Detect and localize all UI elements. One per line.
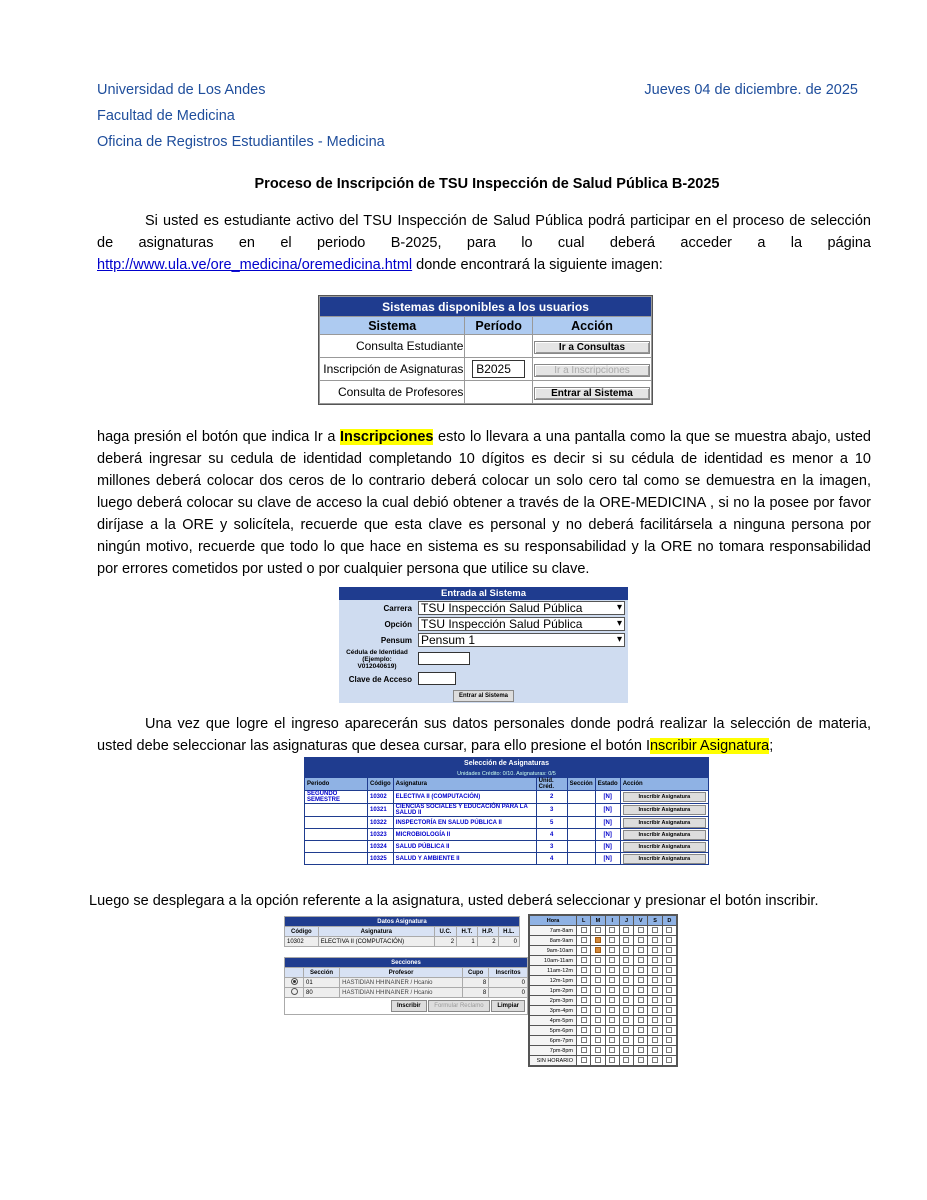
- inscribir-asignatura-button[interactable]: Inscribir Asignatura: [623, 854, 706, 864]
- codigo-cell: 10321: [368, 804, 394, 817]
- schedule-checkbox[interactable]: [581, 1007, 587, 1013]
- col-accion: Acción: [533, 317, 652, 335]
- schedule-checkbox[interactable]: [581, 1017, 587, 1023]
- uc-cell: 4: [536, 829, 567, 841]
- col-profesor: Profesor: [340, 968, 463, 978]
- document-date: Jueves 04 de diciembre. de 2025: [644, 82, 858, 98]
- schedule-row: [530, 1026, 677, 1036]
- col-asignatura: Asignatura: [318, 927, 434, 937]
- schedule-checkbox[interactable]: [638, 937, 644, 943]
- hour-label: SIN HORARIO: [530, 1056, 577, 1066]
- estado-cell: [N]: [595, 853, 620, 865]
- schedule-checkbox[interactable]: [652, 947, 658, 953]
- schedule-checkbox[interactable]: [623, 977, 629, 983]
- schedule-checkbox[interactable]: [623, 1057, 629, 1063]
- schedule-header-m: M: [591, 916, 605, 926]
- schedule-row: [530, 976, 677, 986]
- schedule-checkbox[interactable]: [595, 967, 601, 973]
- col-codigo: Código: [285, 927, 319, 937]
- schedule-header-i: I: [605, 916, 619, 926]
- inscribir-asignatura-button[interactable]: Inscribir Asignatura: [623, 805, 706, 815]
- uc-cell: 3: [536, 841, 567, 853]
- schedule-header-s: S: [648, 916, 662, 926]
- schedule-checkbox[interactable]: [623, 1007, 629, 1013]
- section-radio[interactable]: [291, 988, 298, 995]
- period-field: B2025: [472, 360, 525, 378]
- col-codigo: Código: [368, 778, 394, 791]
- inscribir-asignatura-button[interactable]: Inscribir Asignatura: [623, 830, 706, 840]
- schedule-checkbox[interactable]: [581, 967, 587, 973]
- estado-cell: [N]: [595, 829, 620, 841]
- col-asignatura: Asignatura: [393, 778, 536, 791]
- asignatura-cell: ELECTIVA II (COMPUTACIÓN): [393, 791, 536, 804]
- inscribir-button[interactable]: Inscribir: [391, 1000, 427, 1012]
- table-row: [305, 804, 709, 817]
- pensum-label: Pensum: [339, 632, 415, 648]
- asignatura-cell: ELECTIVA II (COMPUTACIÓN): [318, 937, 434, 947]
- schedule-checkbox[interactable]: [609, 937, 615, 943]
- schedule-checkbox[interactable]: [652, 957, 658, 963]
- periodo-cell: SEGUNDO SEMESTRE: [305, 791, 368, 804]
- faculty-name: Facultad de Medicina: [97, 108, 235, 124]
- col-hp: H.P.: [477, 927, 498, 937]
- asignatura-cell: CIENCIAS SOCIALES Y EDUCACIÓN PARA LA SALUD II: [393, 804, 536, 817]
- schedule-checkbox[interactable]: [609, 957, 615, 963]
- sections-caption: Secciones: [285, 958, 528, 968]
- schedule-checkbox[interactable]: [623, 987, 629, 993]
- table-row: [305, 817, 709, 829]
- schedule-checkbox[interactable]: [623, 1027, 629, 1033]
- schedule-checkbox[interactable]: [595, 977, 601, 983]
- schedule-checkbox[interactable]: [638, 997, 644, 1003]
- schedule-checkbox[interactable]: [595, 1007, 601, 1013]
- enter-system-button[interactable]: Entrar al Sistema: [534, 387, 650, 400]
- codigo-cell: 10302: [285, 937, 319, 947]
- schedule-checkbox[interactable]: [581, 997, 587, 1003]
- pensum-select[interactable]: Pensum 1 ▾: [418, 633, 625, 647]
- system-name: Consulta de Profesores: [320, 381, 465, 404]
- col-hl: H.L.: [498, 927, 519, 937]
- schedule-checkbox[interactable]: [638, 1057, 644, 1063]
- schedule-checkbox[interactable]: [609, 947, 615, 953]
- hour-label: 2pm-3pm: [530, 996, 577, 1006]
- schedule-checkbox[interactable]: [666, 1017, 672, 1023]
- codigo-cell: 10302: [368, 791, 394, 804]
- system-period: [465, 335, 533, 358]
- codigo-cell: 10323: [368, 829, 394, 841]
- schedule-checkbox[interactable]: [652, 997, 658, 1003]
- schedule-checkbox[interactable]: [581, 1037, 587, 1043]
- schedule-checkbox[interactable]: [666, 977, 672, 983]
- hp-cell: 2: [477, 937, 498, 947]
- schedule-checkbox[interactable]: [652, 1017, 658, 1023]
- schedule-checkbox[interactable]: [595, 937, 601, 943]
- schedule-checkbox[interactable]: [652, 937, 658, 943]
- schedule-checkbox[interactable]: [638, 1037, 644, 1043]
- schedule-row: [530, 1046, 677, 1056]
- schedule-checkbox[interactable]: [638, 1017, 644, 1023]
- schedule-checkbox[interactable]: [666, 957, 672, 963]
- schedule-checkbox[interactable]: [595, 1017, 601, 1023]
- schedule-checkbox[interactable]: [595, 1047, 601, 1053]
- hour-label: 12m-1pm: [530, 976, 577, 986]
- profesor-cell: HASTIDIAN HHINAINER / Hcanio: [340, 988, 463, 998]
- col-periodo: Periodo: [305, 778, 368, 791]
- paragraph-intro: Si usted es estudiante activo del TSU Inspección de Salud Pública podrá participar en el proceso de selección de asignaturas en el periodo B-2025, para lo cual deberá acceder a la página http://www.ula.ve/ore_medicina/oremedicina.html donde encontrará la siguiente imagen:: [97, 213, 871, 273]
- paragraph-instructions: haga presión el botón que indica Ir a Inscripciones esto lo llevara a una pantalla como la que se muestra abajo, usted deberá ingresar su cedula de identidad completando 10 dígitos es decir si su cédula de identidad es menor a 10 millones deberá colocar dos ceros de lo contrario deberá colocar un solo cero tal como se demuestra en la imagen, luego deberá colocar su clave de acceso la cual debió obtener a través de la ORE-MEDICINA , si no la posee por favor diríjase a la ORE y solicítela, recuerde que esta clave es personal y no deberá facilitársela a ninguna persona por ningún motivo, recuerde que todo lo que hace en sistema es su responsabilidad y la ORE no tomara responsabilidad por errores cometidos por usted o por cualquier persona que utilice su clave.: [97, 429, 871, 577]
- systems-table-image: [318, 295, 653, 405]
- schedule-checkbox[interactable]: [609, 997, 615, 1003]
- col-cupo: Cupo: [463, 968, 489, 978]
- hour-label: 9am-10am: [530, 946, 577, 956]
- uc-cell: 5: [536, 817, 567, 829]
- inscripciones-button[interactable]: Ir a Inscripciones: [534, 364, 650, 377]
- table-row: [305, 791, 709, 804]
- schedule-checkbox[interactable]: [652, 967, 658, 973]
- ht-cell: 1: [457, 937, 478, 947]
- schedule-checkbox[interactable]: [609, 1057, 615, 1063]
- schedule-row: [530, 946, 677, 956]
- seccion-cell: 01: [304, 978, 340, 988]
- schedule-checkbox[interactable]: [666, 987, 672, 993]
- schedule-checkbox[interactable]: [595, 1037, 601, 1043]
- codigo-cell: 10325: [368, 853, 394, 865]
- col-periodo: Período: [465, 317, 533, 335]
- schedule-row: [530, 1036, 677, 1046]
- seccion-cell: [567, 791, 595, 804]
- cedula-label: Cédula de Identidad (Ejemplo: V012040619): [339, 648, 415, 671]
- schedule-checkbox[interactable]: [666, 927, 672, 933]
- schedule-checkbox[interactable]: [595, 957, 601, 963]
- schedule-checkbox[interactable]: [638, 1027, 644, 1033]
- schedule-checkbox[interactable]: [581, 1027, 587, 1033]
- schedule-checkbox[interactable]: [581, 957, 587, 963]
- schedule-checkbox[interactable]: [609, 967, 615, 973]
- subject-caption: Datos Asignatura: [285, 917, 520, 927]
- schedule-checkbox[interactable]: [623, 997, 629, 1003]
- system-period: [465, 381, 533, 404]
- schedule-checkbox[interactable]: [581, 927, 587, 933]
- schedule-checkbox[interactable]: [652, 1007, 658, 1013]
- subject-data-image: [284, 916, 525, 1015]
- schedule-row: [530, 1056, 677, 1066]
- inscribir-asignatura-button[interactable]: Inscribir Asignatura: [623, 818, 706, 828]
- schedule-checkbox[interactable]: [581, 1057, 587, 1063]
- hour-label: 3pm-4pm: [530, 1006, 577, 1016]
- opcion-label: Opción: [339, 616, 415, 632]
- schedule-checkbox[interactable]: [609, 1047, 615, 1053]
- uc-cell: 2: [536, 791, 567, 804]
- asignatura-cell: SALUD Y AMBIENTE II: [393, 853, 536, 865]
- schedule-checkbox[interactable]: [609, 1007, 615, 1013]
- schedule-row: [530, 996, 677, 1006]
- estado-cell: [N]: [595, 817, 620, 829]
- office-name: Oficina de Registros Estudiantiles - Medicina: [97, 134, 385, 150]
- formular-reclamo-button[interactable]: Formular Reclamo: [428, 1000, 489, 1012]
- schedule-checkbox[interactable]: [623, 957, 629, 963]
- schedule-checkbox[interactable]: [652, 1047, 658, 1053]
- schedule-checkbox[interactable]: [623, 1047, 629, 1053]
- schedule-checkbox[interactable]: [666, 997, 672, 1003]
- schedule-checkbox[interactable]: [595, 987, 601, 993]
- university-name: Universidad de Los Andes: [97, 82, 266, 98]
- section-row: [285, 988, 528, 998]
- carrera-label: Carrera: [339, 600, 415, 616]
- consultas-button[interactable]: Ir a Consultas: [534, 341, 650, 354]
- hour-label: 4pm-5pm: [530, 1016, 577, 1026]
- schedule-checkbox[interactable]: [595, 997, 601, 1003]
- schedule-image: [528, 914, 678, 1067]
- col-seccion: Sección: [304, 968, 340, 978]
- schedule-checkbox[interactable]: [666, 947, 672, 953]
- estado-cell: [N]: [595, 791, 620, 804]
- schedule-header-l: L: [577, 916, 591, 926]
- inscritos-cell: 0: [489, 978, 528, 988]
- schedule-checkbox[interactable]: [638, 1047, 644, 1053]
- schedule-checkbox[interactable]: [638, 927, 644, 933]
- schedule-checkbox[interactable]: [666, 937, 672, 943]
- schedule-checkbox[interactable]: [581, 937, 587, 943]
- hour-label: 6pm-7pm: [530, 1036, 577, 1046]
- table-row: [305, 829, 709, 841]
- uc-cell: 4: [536, 853, 567, 865]
- schedule-checkbox[interactable]: [595, 927, 601, 933]
- hl-cell: 0: [498, 937, 519, 947]
- cupo-cell: 8: [463, 978, 489, 988]
- document-title: Proceso de Inscripción de TSU Inspección de Salud Pública B-2025: [254, 176, 720, 192]
- schedule-checkbox[interactable]: [638, 947, 644, 953]
- inscribir-asignatura-button[interactable]: Inscribir Asignatura: [623, 842, 706, 852]
- schedule-header-hora: Hora: [530, 916, 577, 926]
- limpiar-button[interactable]: Limpiar: [491, 1000, 525, 1012]
- schedule-row: [530, 936, 677, 946]
- schedule-checkbox[interactable]: [609, 977, 615, 983]
- asignatura-cell: MICROBIOLOGÍA II: [393, 829, 536, 841]
- selection-subcaption: Unidades Crédito: 0/10. Asignaturas: 0/5: [305, 770, 709, 778]
- login-form-image: [339, 587, 628, 703]
- schedule-checkbox[interactable]: [638, 1007, 644, 1013]
- schedule-row: [530, 926, 677, 936]
- carrera-select[interactable]: TSU Inspección Salud Pública ▾: [418, 601, 625, 615]
- selection-caption: Selección de Asignaturas: [305, 758, 709, 770]
- hour-label: 7pm-8pm: [530, 1046, 577, 1056]
- schedule-checkbox[interactable]: [666, 1027, 672, 1033]
- schedule-row: [530, 966, 677, 976]
- schedule-header-j: J: [619, 916, 633, 926]
- schedule-checkbox[interactable]: [609, 1017, 615, 1023]
- login-submit-button[interactable]: Entrar al Sistema: [453, 690, 514, 702]
- estado-cell: [N]: [595, 841, 620, 853]
- col-uc: U.C.: [434, 927, 456, 937]
- schedule-checkbox[interactable]: [666, 1057, 672, 1063]
- hour-label: 7am-8am: [530, 926, 577, 936]
- schedule-checkbox[interactable]: [623, 937, 629, 943]
- schedule-checkbox[interactable]: [638, 967, 644, 973]
- schedule-checkbox[interactable]: [666, 1037, 672, 1043]
- systems-caption: Sistemas disponibles a los usuarios: [320, 297, 652, 317]
- profesor-cell: HASTIDIAN HHINAINER / Hcanio: [340, 978, 463, 988]
- schedule-checkbox[interactable]: [623, 927, 629, 933]
- schedule-checkbox[interactable]: [595, 1027, 601, 1033]
- ore-link[interactable]: http://www.ula.ve/ore_medicina/oremedicina.html: [97, 257, 413, 273]
- schedule-checkbox[interactable]: [581, 1047, 587, 1053]
- schedule-checkbox[interactable]: [666, 967, 672, 973]
- asignatura-cell: INSPECTORÍA EN SALUD PÚBLICA II: [393, 817, 536, 829]
- schedule-checkbox[interactable]: [609, 987, 615, 993]
- inscribir-asignatura-button[interactable]: Inscribir Asignatura: [623, 792, 706, 802]
- schedule-checkbox[interactable]: [666, 1007, 672, 1013]
- codigo-cell: 10322: [368, 817, 394, 829]
- login-caption: Entrada al Sistema: [440, 588, 526, 599]
- schedule-checkbox[interactable]: [623, 967, 629, 973]
- seccion-cell: 80: [304, 988, 340, 998]
- col-sistema: Sistema: [320, 317, 465, 335]
- schedule-checkbox[interactable]: [652, 1037, 658, 1043]
- schedule-checkbox[interactable]: [652, 1027, 658, 1033]
- schedule-checkbox[interactable]: [652, 1057, 658, 1063]
- schedule-row: [530, 1006, 677, 1016]
- schedule-checkbox[interactable]: [666, 1047, 672, 1053]
- schedule-checkbox[interactable]: [581, 987, 587, 993]
- system-name: Consulta Estudiante: [320, 335, 465, 358]
- inscritos-cell: 0: [489, 988, 528, 998]
- col-ht: H.T.: [457, 927, 478, 937]
- cupo-cell: 8: [463, 988, 489, 998]
- hour-label: 10am-11am: [530, 956, 577, 966]
- col-inscritos: Inscritos: [489, 968, 528, 978]
- system-name: Inscripción de Asignaturas: [320, 358, 465, 381]
- schedule-header-v: V: [634, 916, 648, 926]
- cedula-input[interactable]: [418, 652, 470, 665]
- hour-label: 5pm-6pm: [530, 1026, 577, 1036]
- clave-input[interactable]: [418, 672, 456, 685]
- schedule-checkbox[interactable]: [638, 987, 644, 993]
- section-row: [285, 978, 528, 988]
- schedule-row: [530, 986, 677, 996]
- schedule-checkbox[interactable]: [609, 927, 615, 933]
- schedule-checkbox[interactable]: [595, 947, 601, 953]
- paragraph-selection: Una vez que logre el ingreso aparecerán sus datos personales donde podrá realizar la selección de materia, usted debe seleccionar las asignaturas que desea cursar, para ello presione el botón Inscribir Asignatura;: [97, 716, 871, 754]
- schedule-checkbox[interactable]: [638, 957, 644, 963]
- selection-table-image: [304, 757, 709, 865]
- uc-cell: 3: [536, 804, 567, 817]
- hour-label: 1pm-2pm: [530, 986, 577, 996]
- clave-label: Clave de Acceso: [339, 671, 415, 688]
- col-seccion: Sección: [567, 778, 595, 791]
- estado-cell: [N]: [595, 804, 620, 817]
- codigo-cell: 10324: [368, 841, 394, 853]
- table-row: [305, 841, 709, 853]
- schedule-header-d: D: [662, 916, 676, 926]
- schedule-checkbox[interactable]: [581, 977, 587, 983]
- hour-label: 11am-12m: [530, 966, 577, 976]
- schedule-row: [530, 1016, 677, 1026]
- schedule-checkbox[interactable]: [609, 1027, 615, 1033]
- schedule-checkbox[interactable]: [638, 977, 644, 983]
- asignatura-cell: SALUD PÚBLICA II: [393, 841, 536, 853]
- schedule-checkbox[interactable]: [623, 1017, 629, 1023]
- col-uc: Unid. Créd.: [536, 778, 567, 791]
- uc-cell: 2: [434, 937, 456, 947]
- schedule-checkbox[interactable]: [652, 977, 658, 983]
- col-accion: Acción: [620, 778, 708, 791]
- opcion-select[interactable]: TSU Inspección Salud Pública ▾: [418, 617, 625, 631]
- hour-label: 8am-9am: [530, 936, 577, 946]
- schedule-checkbox[interactable]: [595, 1057, 601, 1063]
- section-radio[interactable]: [291, 978, 298, 985]
- table-row: [305, 853, 709, 865]
- schedule-checkbox[interactable]: [581, 947, 587, 953]
- schedule-row: [530, 956, 677, 966]
- col-estado: Estado: [595, 778, 620, 791]
- schedule-checkbox[interactable]: [652, 927, 658, 933]
- paragraph-final: Luego se desplegara a la opción referente a la asignatura, usted deberá seleccionar y presionar el botón inscribir.: [89, 893, 819, 909]
- schedule-checkbox[interactable]: [609, 1037, 615, 1043]
- schedule-checkbox[interactable]: [623, 1037, 629, 1043]
- schedule-checkbox[interactable]: [652, 987, 658, 993]
- schedule-checkbox[interactable]: [623, 947, 629, 953]
